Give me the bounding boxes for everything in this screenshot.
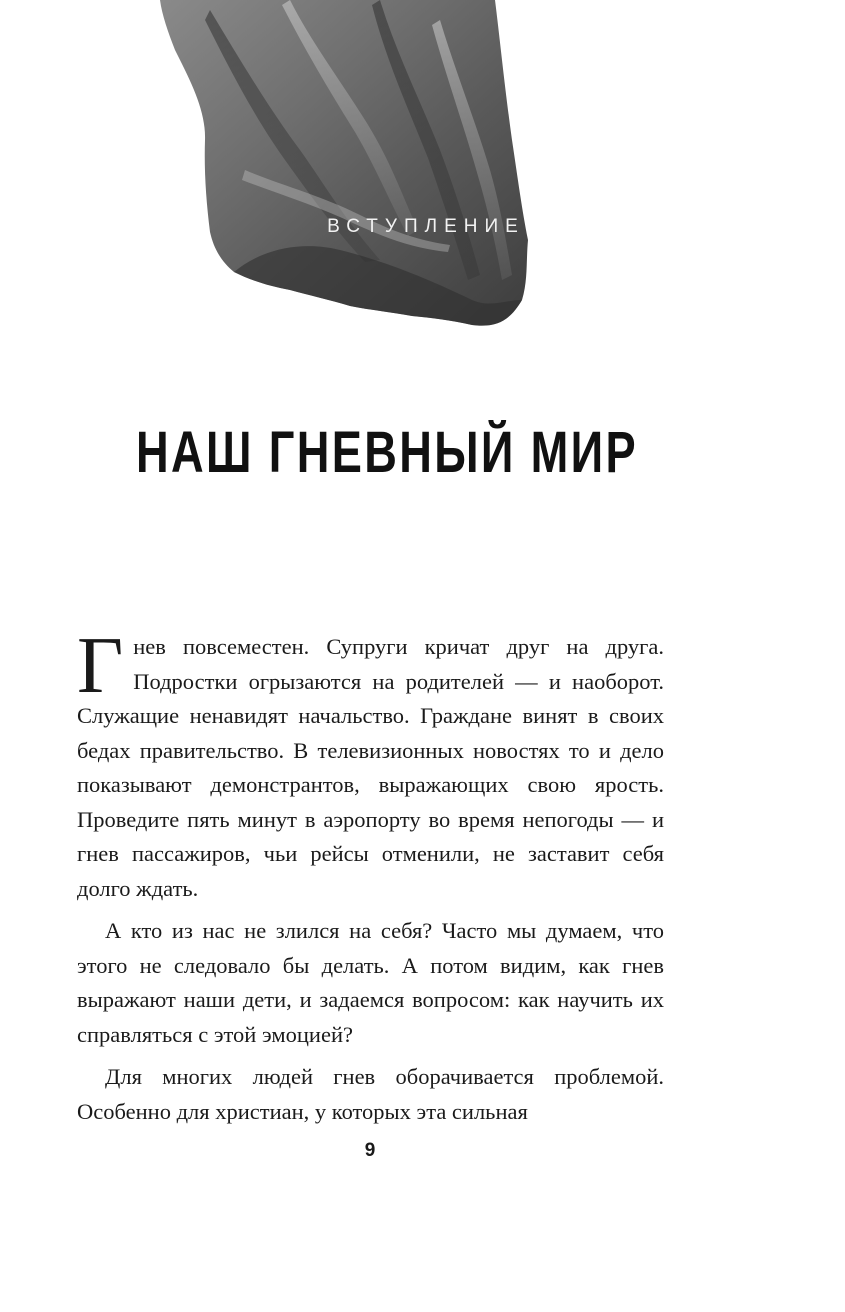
draped-fabric-image xyxy=(150,0,550,345)
paragraph: А кто из нас не злился на себя? Часто мы думаем, что этого не следовало бы делать. А потом видим, как гнев выражают наши дети, и задаемся вопросом: как научить их справляться с этой эмоцией? xyxy=(77,918,664,1047)
paragraph: Для многих людей гнев оборачивается проблемой. Особенно для христиан, у которых эта сильная xyxy=(77,1064,664,1124)
paragraph xyxy=(77,622,664,906)
chapter-title: НАШ ГНЕВНЫЙ МИР xyxy=(136,420,639,485)
body-text xyxy=(77,622,664,1137)
page-number: 9 xyxy=(364,1140,376,1161)
paragraph-text: нев повсеместен. Супруги кричат друг на друга. Подростки огрызаются на родителей — и наоборот. Служащие ненавидят начальство. Граждане винят в своих бедах правительство. В телевизионных новостях то и дело показывают демонстрантов, выражающих свою ярость. Проведите пять минут в аэропорту во время непогоды — и гнев пассажиров, чьи рейсы отменили, не заставит себя долго ждать. xyxy=(77,634,664,901)
fabric-drawing xyxy=(150,0,550,345)
section-label: ВСТУПЛЕНИЕ xyxy=(327,216,525,237)
drop-cap: Г xyxy=(77,622,124,710)
